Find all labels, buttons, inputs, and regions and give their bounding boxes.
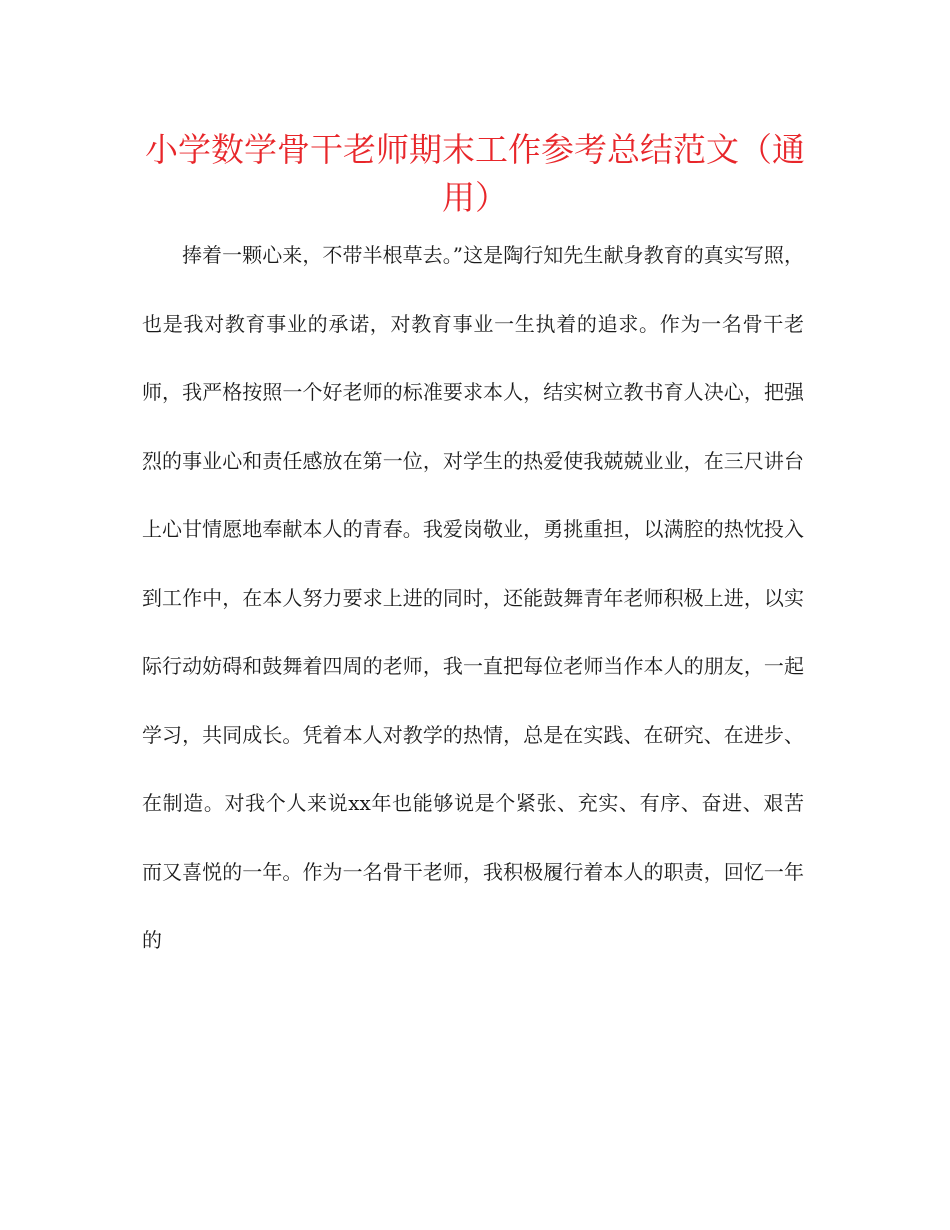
body-paragraph: 捧着一颗心来，不带半根草去。”这是陶行知先生献身教育的真实写照，也是我对教育事业的承诺，对教育事业一生执着的追求。作为一名骨干老师，我严格按照一个好老师的标准要求本人，结实树立教书育人决心，把强烈的事业心和责任感放在第一位，对学生的热爱使我兢兢业业，在三尺讲台上心甘情愿地奉献本人的青春。我爱岗敬业，勇挑重担，以满腔的热忱投入到工作中，在本人努力要求上进的同时，还能鼓舞青年老师积极上进，以实际行动妨碍和鼓舞着四周的老师，我一直把每位老师当作本人的朋友，一起学习，共同成长。凭着本人对教学的热情，总是在实践、在研究、在进步、在制造。对我个人来说xx年也能够说是个紧张、充实、有序、奋进、艰苦而又喜悦的一年。作为一名骨干老师，我积极履行着本人的职责，回忆一年的 xyxy=(142,243,804,952)
document-title: 小学数学骨干老师期末工作参考总结范文（通用） xyxy=(145,130,805,217)
